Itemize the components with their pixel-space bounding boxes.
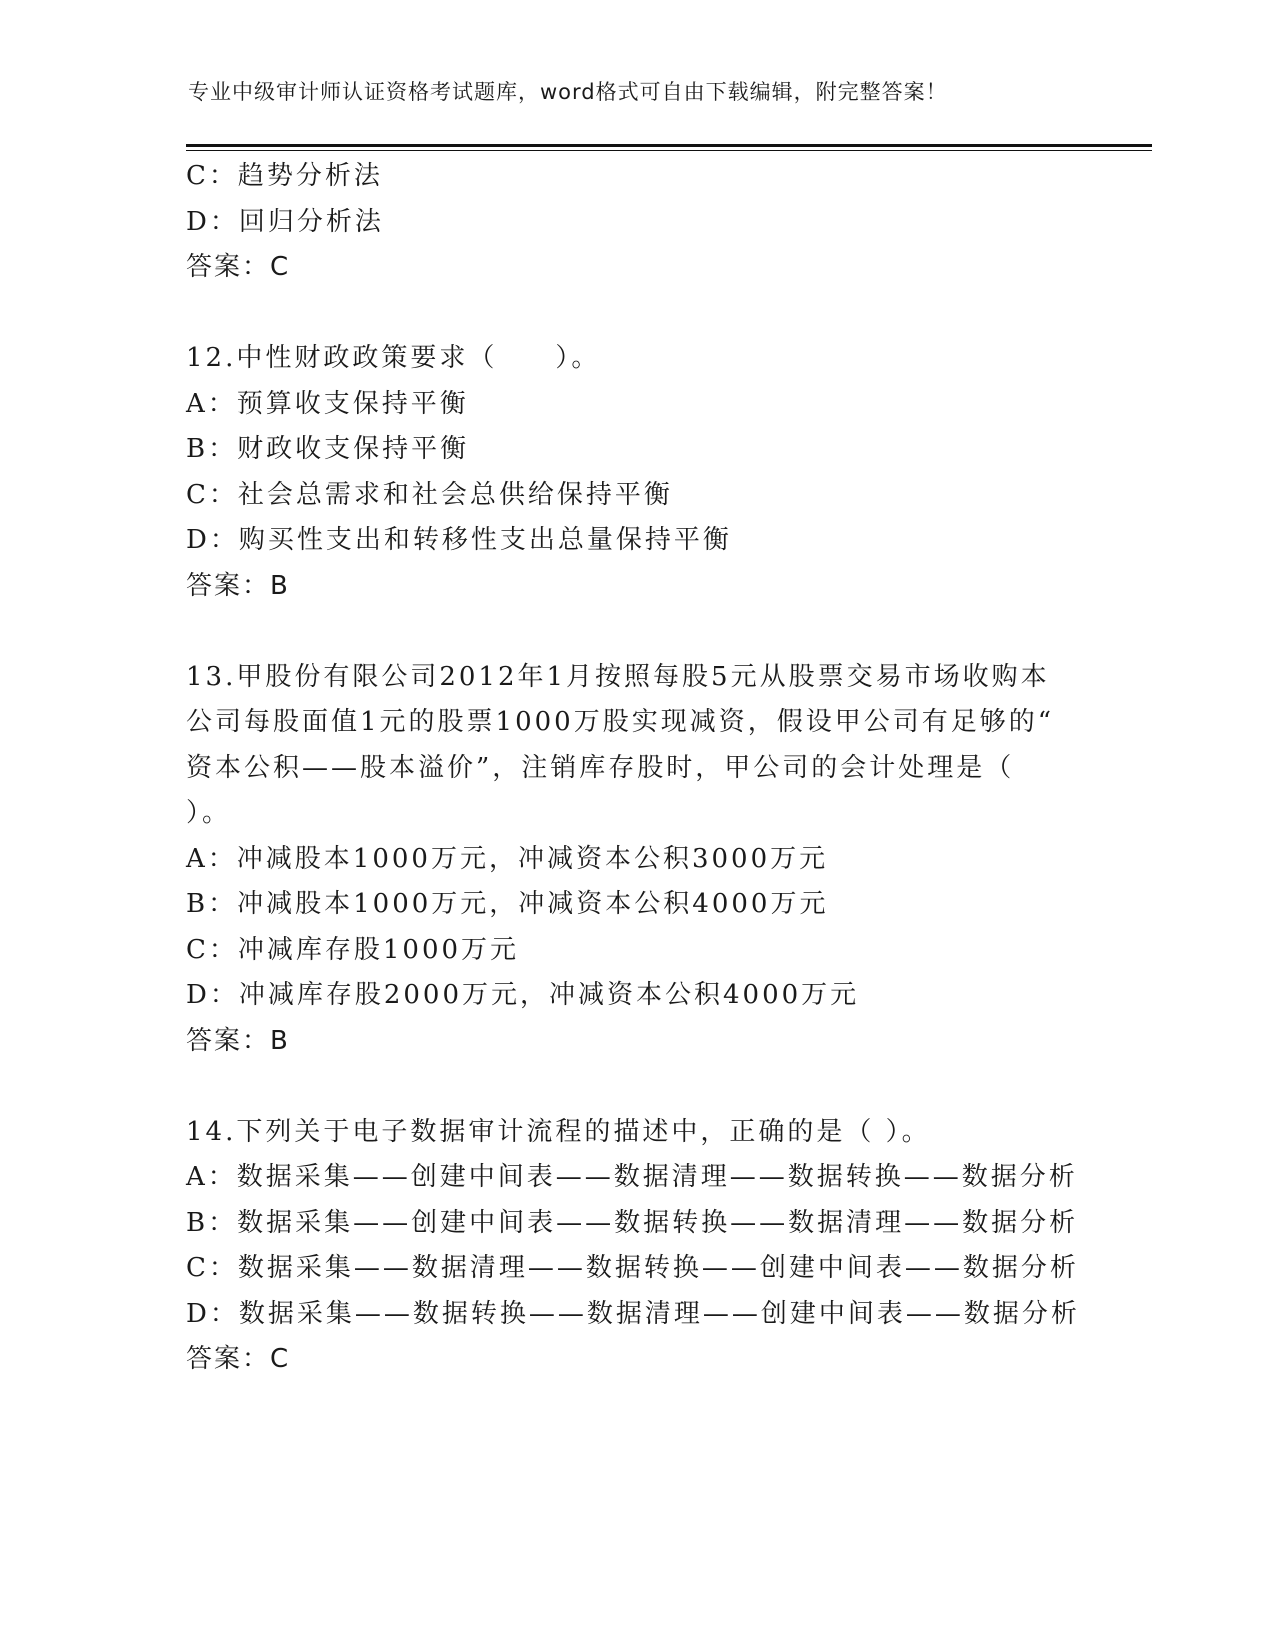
answer-line: 答案：C [186, 1344, 291, 1374]
question-stem: 14.下列关于电子数据审计流程的描述中，正确的是（ ）。 [186, 1116, 931, 1147]
option-line: C：数据采集——数据清理——数据转换——创建中间表——数据分析 [186, 1253, 1079, 1283]
question-content [186, 154, 1086, 1383]
page-header: 专业中级审计师认证资格考试题库，word格式可自由下载编辑，附完整答案！ [188, 80, 948, 104]
answer-line: 答案：B [186, 1025, 290, 1056]
spacer [186, 1064, 1086, 1110]
spacer [186, 609, 1086, 655]
option-line: D：购买性支出和转移性支出总量保持平衡 [186, 525, 732, 555]
option-line: B：财政收支保持平衡 [186, 434, 470, 464]
question-14 [186, 1110, 1086, 1383]
option-line: D：冲减库存股2000万元，冲减资本公积4000万元 [186, 980, 860, 1010]
header-rule-thick [186, 144, 1152, 147]
question-stem: 12.中性财政政策要求（ ）。 [186, 343, 601, 373]
question-11-continuation [186, 154, 1086, 291]
question-stem: 资本公积——股本溢价”，注销库存股时，甲公司的会计处理是（ [186, 752, 1015, 783]
option-line: A：预算收支保持平衡 [186, 388, 469, 419]
answer-line: 答案：C [186, 252, 291, 282]
option-line: B：冲减股本1000万元，冲减资本公积4000万元 [186, 889, 829, 919]
option-line: C：冲减库存股1000万元 [186, 934, 520, 965]
spacer [186, 291, 1086, 337]
option-line: C：社会总需求和社会总供给保持平衡 [186, 479, 673, 510]
header-rule-thin [186, 150, 1152, 151]
option-line: C：趋势分析法 [186, 161, 383, 191]
option-line: D：回归分析法 [186, 206, 384, 237]
option-line: D：数据采集——数据转换——数据清理——创建中间表——数据分析 [186, 1298, 1080, 1329]
question-stem: ）。 [186, 798, 232, 828]
question-stem: 13.甲股份有限公司2012年1月按照每股5元从股票交易市场收购本 [186, 661, 1050, 692]
question-13 [186, 655, 1086, 1065]
option-line: B：数据采集——创建中间表——数据转换——数据清理——数据分析 [186, 1207, 1079, 1238]
question-stem: 公司每股面值1元的股票1000万股实现减资，假设甲公司有足够的“ [186, 707, 1055, 737]
option-line: A：冲减股本1000万元，冲减资本公积3000万元 [186, 843, 829, 874]
answer-line: 答案：B [186, 570, 290, 601]
option-line: A：数据采集——创建中间表——数据清理——数据转换——数据分析 [186, 1162, 1078, 1192]
question-12 [186, 336, 1086, 609]
